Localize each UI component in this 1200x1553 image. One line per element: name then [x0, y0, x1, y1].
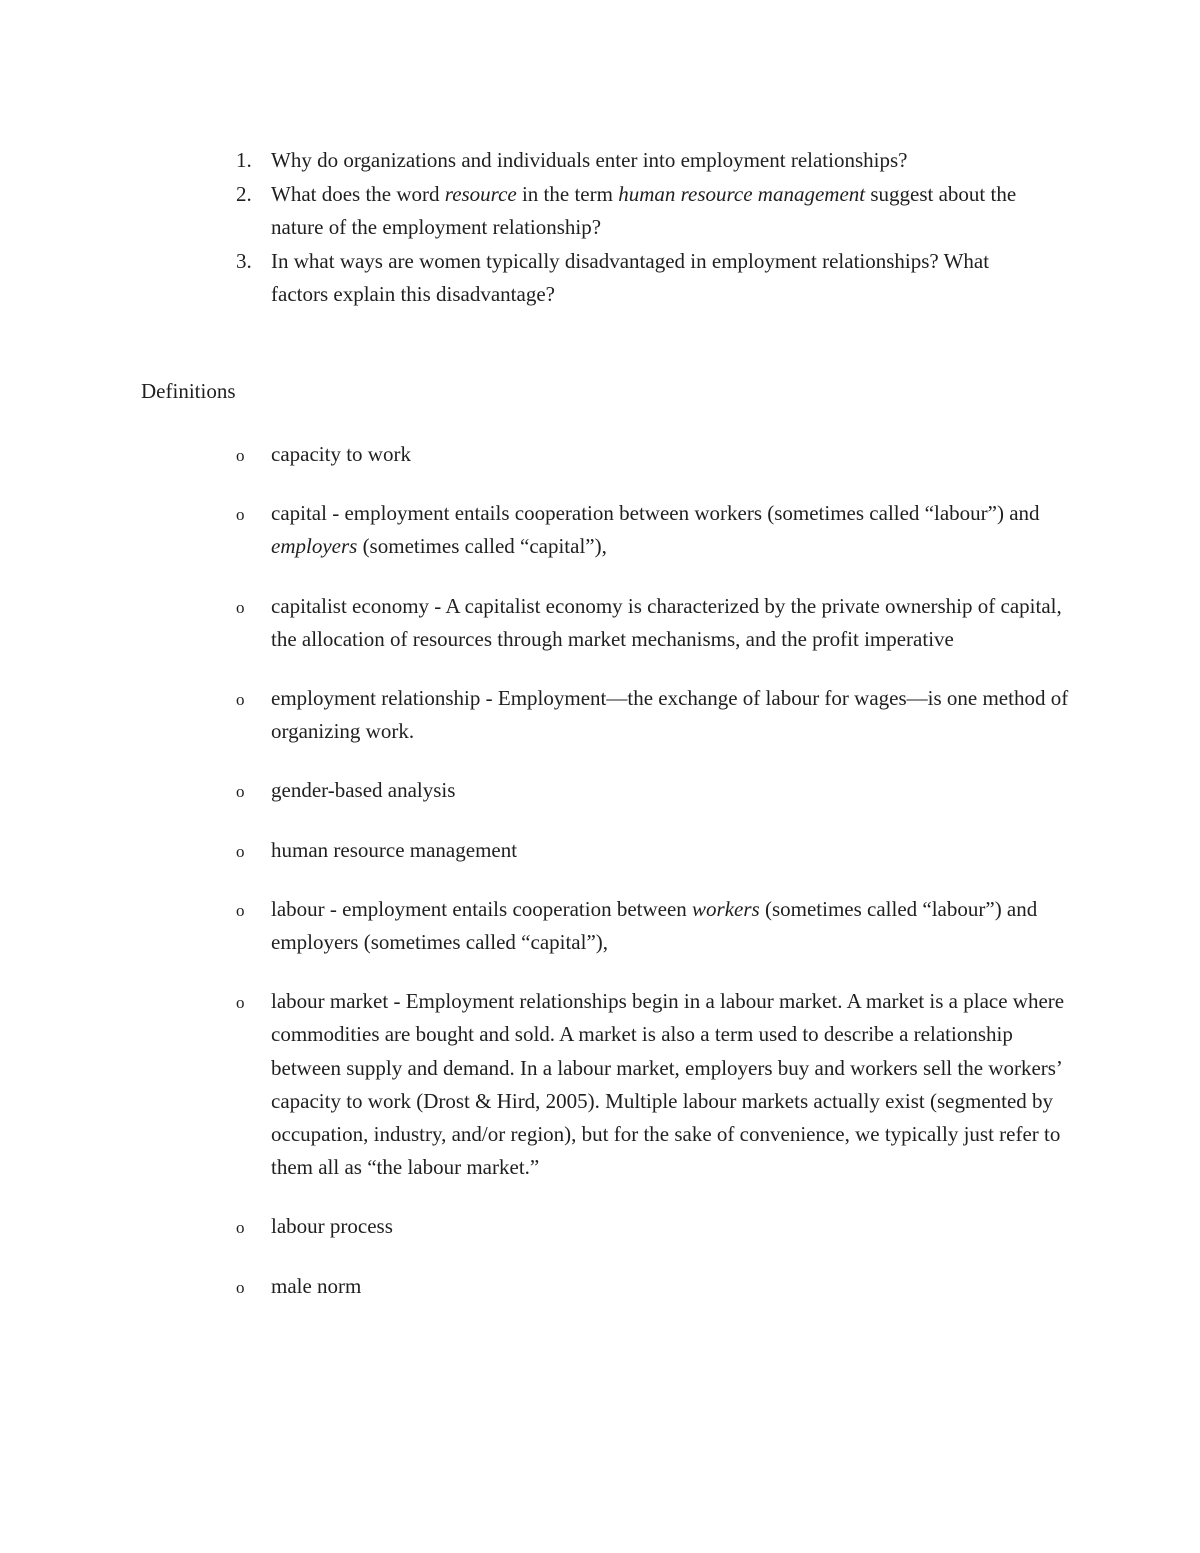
definition-text: human resource management	[271, 837, 518, 862]
bullet-icon: o	[236, 841, 245, 861]
definition-text: labour market - Employment relationships begin in a labour market. A market is a place where commodities are bought and sold. A market is also a term used to describe a relationship between supply and demand. In a labour market, employers buy and workers sell the workers’ capacity to work (Drost & Hird, 2005). Multiple labour markets actually exist (segmented by occupation, industry, and/or region), but for the sake of convenience, we typically just refer to them all as “the labour market.”	[271, 989, 1065, 1180]
definition-item	[0, 834, 1071, 867]
bullet-icon: o	[236, 446, 245, 465]
question-number: 1.	[236, 148, 252, 172]
definition-item	[0, 497, 1071, 563]
question-item	[0, 245, 1031, 312]
bullet-icon: o	[236, 1277, 245, 1297]
definition-item	[0, 682, 1071, 748]
question-item	[0, 144, 1031, 178]
italic-term: workers	[692, 896, 760, 921]
bullet-icon: o	[236, 782, 245, 802]
text-run: (sometimes called “labour”) and employers (sometimes called “capital”),	[271, 896, 1038, 955]
text-run: in the term	[516, 181, 619, 206]
question-text: Why do organizations and individuals enter into employment relationships?	[271, 148, 908, 172]
bullet-icon: o	[236, 690, 245, 710]
bullet-icon: o	[236, 1218, 245, 1238]
definition-text: labour process	[271, 1214, 393, 1239]
definition-text	[271, 897, 1037, 954]
definition-text: capacity to work	[271, 442, 411, 466]
question-item	[0, 178, 1031, 245]
bullet-icon: o	[236, 597, 245, 617]
definition-item	[0, 774, 1071, 807]
definition-text: gender-based analysis	[271, 778, 456, 803]
questions-list	[0, 144, 1200, 312]
text-run: What does the word	[271, 181, 445, 206]
italic-term: resource	[444, 181, 517, 206]
definition-item	[0, 1270, 1071, 1303]
definition-text: employment relationship - Employment—the exchange of labour for wages—is one method of organizing work.	[271, 686, 1069, 744]
question-number: 2.	[236, 181, 252, 206]
definition-item	[0, 590, 1071, 656]
italic-term: employers	[271, 534, 358, 559]
question-text	[271, 182, 1016, 240]
definition-item	[0, 985, 1071, 1184]
bullet-icon: o	[236, 900, 245, 920]
italic-term: human resource management	[618, 181, 866, 206]
question-number: 3.	[236, 248, 252, 273]
text-run: capital - employment entails cooperation between workers (sometimes called “labour”) and	[271, 501, 1040, 526]
definition-text: capitalist economy - A capitalist economy is characterized by the private ownership of capital, the allocation of resources through market mechanisms, and the profit imperative	[271, 593, 1062, 651]
bullet-icon: o	[236, 993, 245, 1013]
text-run: (sometimes called “capital”),	[357, 534, 607, 559]
definition-item	[0, 1210, 1071, 1243]
question-text: In what ways are women typically disadvantaged in employment relationships? What factors explain this disadvantage?	[271, 248, 990, 306]
bullet-icon: o	[236, 505, 245, 525]
definitions-list	[0, 438, 1200, 1329]
definition-text: male norm	[271, 1273, 362, 1298]
definitions-heading: Definitions	[141, 379, 236, 403]
text-run: suggest about the nature of the employment relationship?	[271, 181, 1017, 239]
definition-item	[0, 893, 1071, 959]
definition-item	[0, 438, 1071, 471]
text-run: labour - employment entails cooperation between	[271, 896, 693, 921]
definition-text	[271, 501, 1040, 558]
